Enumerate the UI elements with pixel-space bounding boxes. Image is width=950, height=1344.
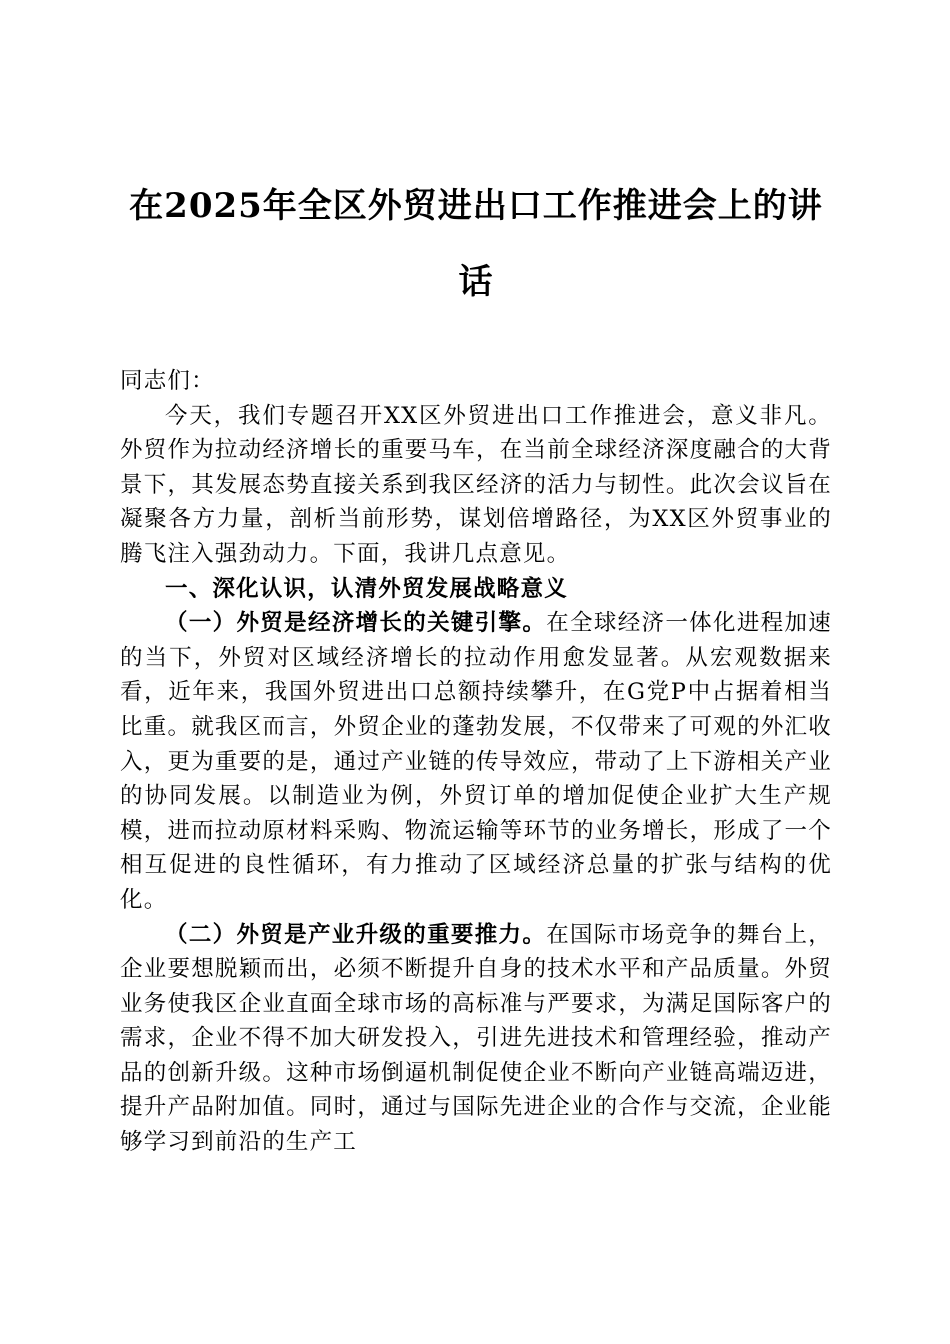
intro-paragraph: 今天，我们专题召开XX区外贸进出口工作推进会，意义非凡。外贸作为拉动经济增长的重要马车，在当前全球经济深度融合的大背景下，其发展态势直接关系到我区经济的活力与韧性。此次会议旨在凝聚各方力量，剖析当前形势，谋划倍增路径，为XX区外贸事业的腾飞注入强劲动力。下面，我讲几点意见。 [120, 402, 832, 567]
point-1-text: 在全球经济一体化进程加速的当下，外贸对区域经济增长的拉动作用愈发显著。从宏观数据来看，近年来，我国外贸进出口总额持续攀升，在G党P中占据着相当比重。就我区而言，外贸企业的蓬勃发展，不仅带来了可观的外汇收入，更为重要的是，通过产业链的传导效应，带动了上下游相关产业的协同发展。以制造业为例，外贸订单的增加促使企业扩大生产规模，进而拉动原材料采购、物流运输等环节的业务增长，形成了一个相互促进的良性循环，有力推动了区域经济总量的扩张与结构的优化。 [120, 610, 833, 913]
section-heading-1: 一、深化认识，认清外贸发展战略意义 [165, 575, 568, 602]
document-title: 在2025年全区外贸进出口工作推进会上的讲话 [129, 186, 823, 302]
salutation: 同志们： [120, 368, 215, 394]
point-1-lead: （一）外贸是经济增长的关键引擎。 [165, 610, 547, 637]
document-body [120, 364, 832, 1160]
paragraph-point-2 [120, 918, 832, 1160]
paragraph-point-1 [120, 606, 832, 917]
point-2-lead: （二）外贸是产业升级的重要推力。 [165, 921, 547, 948]
point-2-text: 在国际市场竞争的舞台上，企业要想脱颖而出，必须不断提升自身的技术水平和产品质量。外贸业务使我区企业直面全球市场的高标准与严要求，为满足国际客户的需求，企业不得不加大研发投入，引进先进技术和管理经验，推动产品的创新升级。这种市场倒逼机制促使企业不断向产业链高端迈进，提升产品附加值。同时，通过与国际先进企业的合作与交流，企业能够学习到前沿的生产工 [120, 921, 833, 1156]
